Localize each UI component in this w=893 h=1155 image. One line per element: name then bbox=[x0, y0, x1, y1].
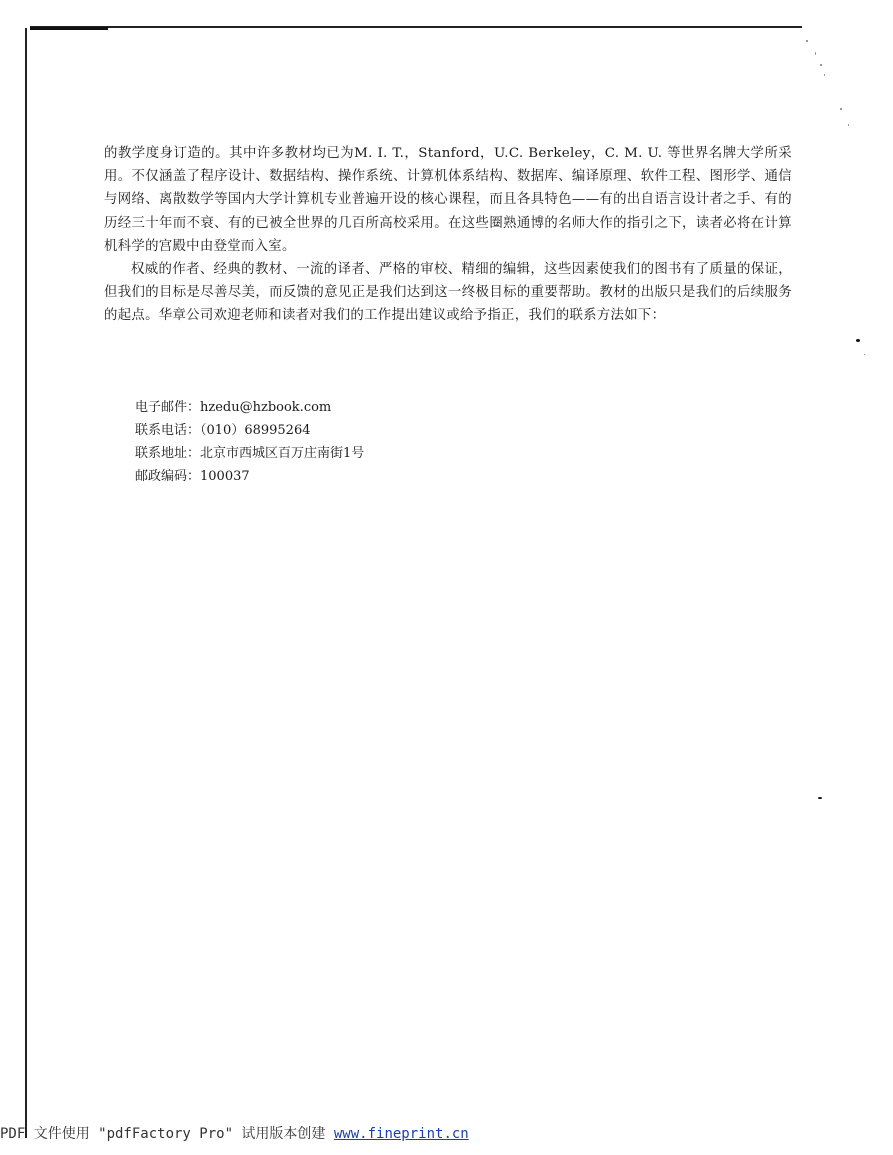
footer-text: PDF 文件使用 "pdfFactory Pro" 试用版本创建 bbox=[0, 1126, 334, 1142]
contact-email: 电子邮件：hzedu@hzbook.com bbox=[135, 400, 332, 415]
paragraph-2: 权威的作者、经典的教材、一流的译者、严格的审校、精细的编辑，这些因素使我们的图书有了质量的保证，但我们的目标是尽善尽美，而反馈的意见正是我们达到这一终极目标的重要帮助。教材的出版只是我们的后续服务的起点。华章公司欢迎老师和读者对我们的工作提出建议或给予指正，我们的联系方法如下： bbox=[104, 262, 792, 324]
footer-link[interactable]: www.fineprint.cn bbox=[333, 1126, 469, 1142]
contact-address: 联系地址：北京市西城区百万庄南街1号 bbox=[135, 446, 365, 461]
top-rule-accent bbox=[30, 27, 108, 30]
left-border-line bbox=[25, 28, 27, 1138]
contact-info bbox=[135, 396, 364, 488]
contact-postcode: 邮政编码：100037 bbox=[135, 469, 250, 484]
paragraph-1: 的教学度身订造的。其中许多教材均已为M. I. T.，Stanford，U.C. Berkeley，C. M. U. 等世界名牌大学所采用。不仅涵盖了程序设计、数据结构、操作系统、计算机体系结构、数据库、编译原理、软件工程、图形学、通信与网络、离散数学等国内大学计算机专业普遍开设的核心课程，而且各具特色——有的出自语言设计者之手、有的历经三十年而不衰、有的已被全世界的几百所高校采用。在这些圈熟通博的名师大作的指引之下，读者必将在计算机科学的宫殿中由登堂而入室。 bbox=[104, 146, 792, 254]
pdf-footer bbox=[0, 1123, 469, 1143]
contact-phone: 联系电话：（010）68995264 bbox=[135, 423, 311, 438]
top-rule bbox=[30, 26, 802, 28]
body-text bbox=[104, 142, 792, 328]
